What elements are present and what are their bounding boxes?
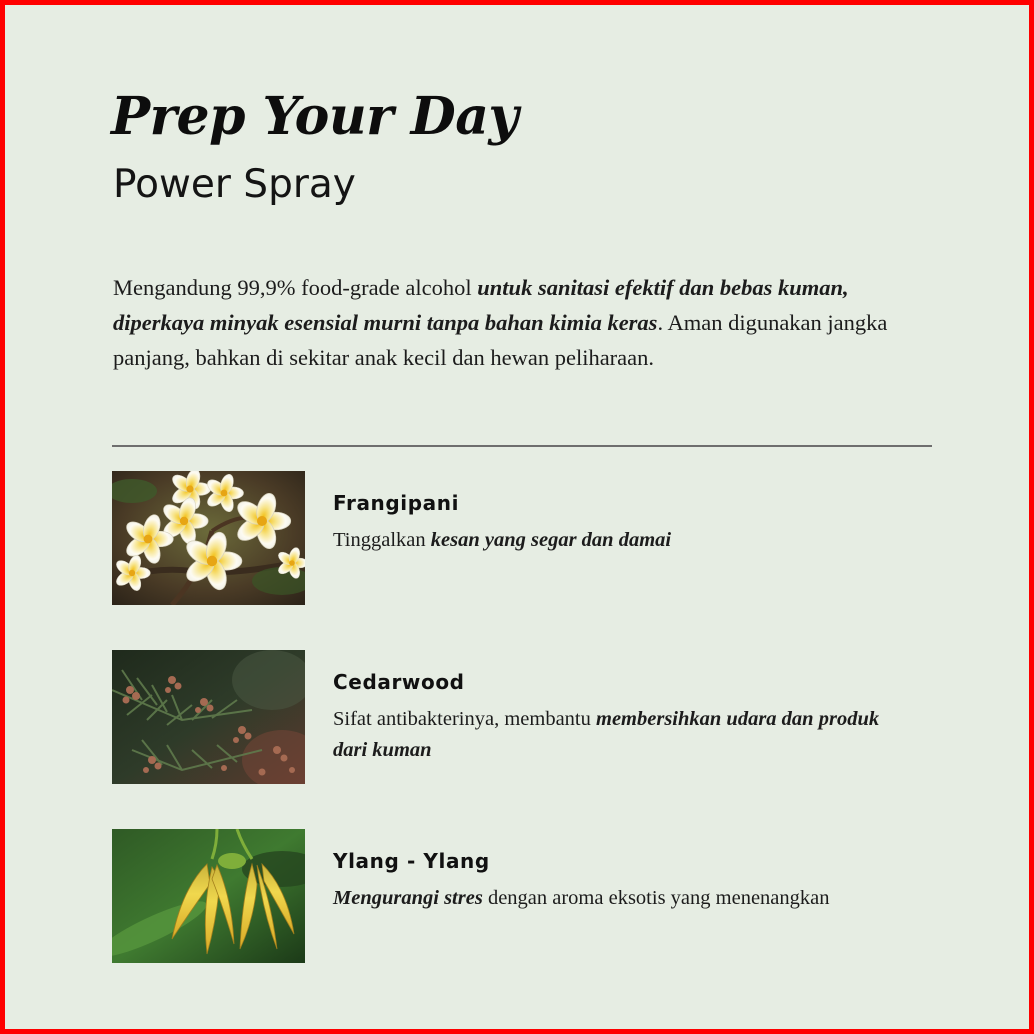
description-tail: . Aman digunakan jangka panjang, bahkan di sekitar anak kecil dan hewan peliharaan.	[113, 310, 888, 370]
description-lead: Mengandung 99,9% food-grade alcohol	[113, 275, 478, 300]
ingredient-description	[333, 704, 893, 766]
cedarwood-image	[112, 650, 305, 784]
ingredient-name: Ylang - Ylang	[333, 849, 490, 873]
text-plain: Tinggalkan	[333, 529, 431, 551]
cedarwood-photo	[112, 650, 305, 784]
text-emphasis: membersihkan udara dan produk dari kuman	[333, 708, 880, 761]
description-emphasis: untuk sanitasi efektif dan bebas kuman, diperkaya minyak esensial murni tanpa bahan kimia keras	[113, 275, 849, 335]
product-name: Power Spray	[113, 162, 356, 207]
ingredient-cedarwood	[112, 650, 942, 785]
ingredient-name: Frangipani	[333, 491, 460, 515]
page-title: Prep Your Day	[111, 86, 519, 147]
ingredient-name: Cedarwood	[333, 670, 465, 694]
ingredient-ylang-ylang	[112, 829, 942, 964]
ylang-ylang-photo	[112, 829, 305, 963]
ingredient-description	[333, 525, 893, 556]
ingredient-description	[333, 883, 893, 914]
text-emphasis: Mengurangi stres	[333, 887, 483, 909]
ingredient-frangipani	[112, 471, 942, 606]
frangipani-photo	[112, 471, 305, 605]
ylang-ylang-image	[112, 829, 305, 963]
frangipani-image	[112, 471, 305, 605]
text-plain: dengan aroma eksotis yang menenangkan	[482, 887, 830, 909]
text-plain: Sifat antibakterinya, membantu	[333, 708, 597, 730]
product-description	[113, 270, 943, 375]
section-divider	[112, 445, 932, 447]
text-emphasis: kesan yang segar dan damai	[430, 529, 672, 551]
